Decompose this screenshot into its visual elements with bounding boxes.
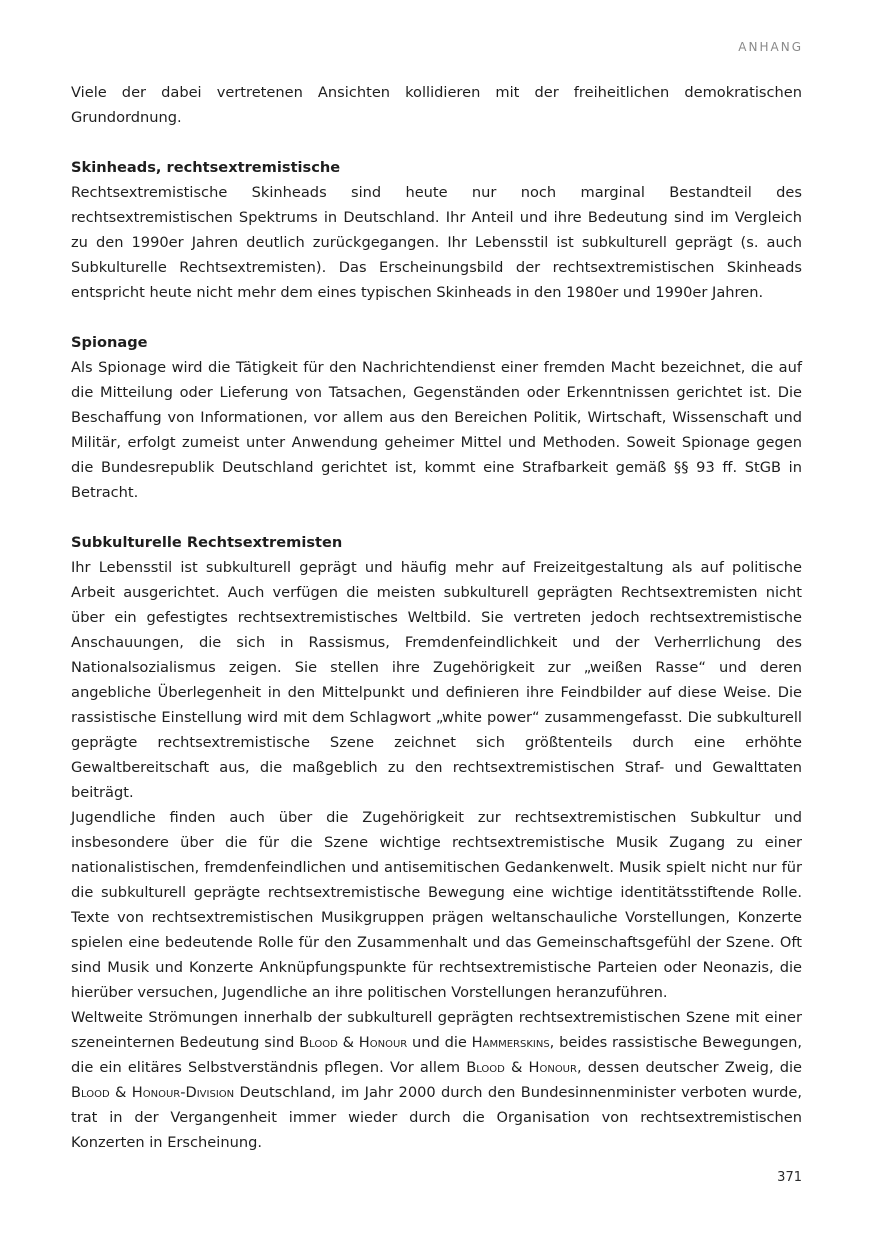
page-number: 371 xyxy=(777,1170,802,1185)
running-head: ANHANG xyxy=(738,40,803,54)
section-title-skinheads: Skinheads, rechtsextremistische xyxy=(71,159,341,176)
section-paragraph xyxy=(71,1005,802,1155)
text-run: und die xyxy=(407,1034,472,1051)
text-run: , dessen deutscher Zweig, die xyxy=(576,1059,802,1076)
organization-name: Blood & Honour-Division xyxy=(71,1084,235,1101)
page-content xyxy=(71,80,802,1155)
section-paragraph: Rechtsextremistische Skinheads sind heute nur noch marginal Bestandteil des rechtsextremistischen Spektrums in Deutschland. Ihr Anteil und ihre Bedeutung sind im Vergleich zu den 1990er Jahren deutlich zurückgegangen. Ihr Lebensstil ist subkulturell geprägt (s. auch Subkulturelle Rechtsextremisten). Das Erscheinungsbild der rechtsextremistischen Skinheads entspricht heute nicht mehr dem eines typischen Skinheads in den 1980er und 1990er Jahren. xyxy=(71,184,802,301)
section-title-subkulturelle: Subkulturelle Rechtsextremisten xyxy=(71,534,343,551)
text-run: Deutschland, im Jahr 2000 durch den Bundesinnenminister verboten wurde, trat in der Vergangenheit immer wieder durch die Organisation von rechtsextremistischen Konzerten in Erscheinung. xyxy=(71,1084,802,1151)
text-run: , beides rassistische Bewegungen, die ein elitäres Selbstverständnis pflegen. Vor allem xyxy=(71,1034,803,1076)
text-run: Weltweite Strömungen innerhalb der subkulturell geprägten rechtsextremistischen Szene mit einer szeneinternen Bedeutung sind xyxy=(71,1009,802,1051)
section-paragraph: Ihr Lebensstil ist subkulturell geprägt und häufig mehr auf Freizeitgestaltung als auf politische Arbeit ausgerichtet. Auch verfügen die meisten subkulturell geprägten Rechtsextremisten nicht über ein gefestigtes rechtsextremistisches Weltbild. Sie vertreten jedoch rechtsextremistische Anschauungen, die sich in Rassismus, Fremdenfeindlichkeit und der Verherrlichung des Nationalsozialismus zeigen. Sie stellen ihre Zugehörigkeit zur „weißen Rasse“ und deren angebliche Überlegenheit in den Mittelpunkt und definieren ihre Feindbilder auf diese Weise. Die rassistische Einstellung wird mit dem Schlagwort „white power“ zusammengefasst. Die subkulturell geprägte rechtsextremistische Szene zeichnet sich größtenteils durch eine erhöhte Gewaltbereitschaft aus, die maßgeblich zu den rechtsextremistischen Straf- und Gewalttaten beiträgt. xyxy=(71,559,802,801)
intro-paragraph: Viele der dabei vertretenen Ansichten kollidieren mit der freiheitlichen demokratischen Grundordnung. xyxy=(71,84,802,126)
organization-name: Blood & Honour xyxy=(466,1059,577,1076)
section-paragraph: Als Spionage wird die Tätigkeit für den Nachrichtendienst einer fremden Macht bezeichnet, die auf die Mitteilung oder Lieferung von Tatsachen, Gegenständen oder Erkenntnissen gerichtet ist. Die Beschaffung von Informationen, vor allem aus den Bereichen Politik, Wirtschaft, Wissenschaft und Militär, erfolgt zumeist unter Anwendung geheimer Mittel und Methoden. Soweit Spionage gegen die Bundesrepublik Deutschland gerichtet ist, kommt eine Strafbarkeit gemäß §§ 93 ff. StGB in Betracht. xyxy=(71,359,802,501)
section-title-spionage: Spionage xyxy=(71,334,148,351)
organization-name: Hammerskins xyxy=(471,1034,550,1051)
section-paragraph: Jugendliche finden auch über die Zugehörigkeit zur rechtsextremistischen Subkultur und insbesondere über die für die Szene wichtige rechtsextremistische Musik Zugang zu einer nationalistischen, fremdenfeindlichen und antisemitischen Gedankenwelt. Musik spielt nicht nur für die subkulturell geprägte rechtsextremistische Bewegung eine wichtige identitätsstiftende Rolle. Texte von rechtsextremistischen Musikgruppen prägen weltanschauliche Vorstellungen, Konzerte spielen eine bedeutende Rolle für den Zusammenhalt und das Gemeinschaftsgefühl der Szene. Oft sind Musik und Konzerte Anknüpfungspunkte für rechtsextremistische Parteien oder Neonazis, die hierüber versuchen, Jugendliche an ihre politischen Vorstellungen heranzuführen. xyxy=(71,809,802,1001)
organization-name: Blood & Honour xyxy=(299,1034,408,1051)
